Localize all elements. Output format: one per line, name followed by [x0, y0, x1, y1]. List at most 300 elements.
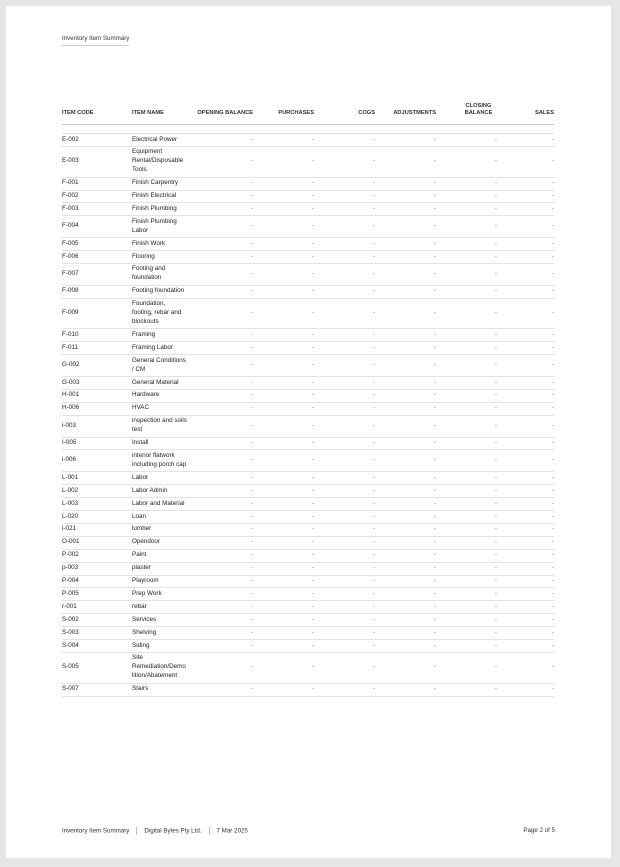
- table-row: [62, 402, 554, 415]
- closing-balance-cell: -: [436, 536, 497, 549]
- purchases-cell: -: [253, 329, 314, 342]
- item-name-cell: Foundation, footing, rebar and blockouts: [132, 298, 191, 329]
- table-row: [62, 652, 554, 683]
- item-code-cell: P-002: [62, 549, 132, 562]
- item-code-cell: O-001: [62, 536, 132, 549]
- sales-cell: -: [497, 134, 554, 147]
- table-row: [62, 216, 554, 238]
- col-header-item-name: ITEM NAME: [132, 88, 191, 125]
- item-name-cell: Labor: [132, 472, 191, 485]
- adjustments-cell: -: [375, 298, 436, 329]
- sales-cell: -: [497, 177, 554, 190]
- table-row: [62, 511, 554, 524]
- opening-balance-cell: -: [191, 238, 253, 251]
- item-code-cell: r-001: [62, 601, 132, 614]
- cogs-cell: -: [314, 355, 375, 377]
- adjustments-cell: -: [375, 177, 436, 190]
- adjustments-cell: -: [375, 498, 436, 511]
- adjustments-cell: -: [375, 472, 436, 485]
- cogs-cell: -: [314, 285, 375, 298]
- sales-cell: -: [497, 298, 554, 329]
- cogs-cell: -: [314, 485, 375, 498]
- sales-cell: -: [497, 562, 554, 575]
- purchases-cell: -: [253, 549, 314, 562]
- closing-balance-cell: -: [436, 203, 497, 216]
- purchases-cell: -: [253, 216, 314, 238]
- item-name-cell: Paint: [132, 549, 191, 562]
- closing-balance-cell: -: [436, 562, 497, 575]
- item-code-cell: F-002: [62, 190, 132, 203]
- table-row: [62, 146, 554, 177]
- purchases-cell: -: [253, 342, 314, 355]
- closing-balance-cell: -: [436, 627, 497, 640]
- col-header-opening-balance: OPENING BALANCE: [191, 88, 253, 125]
- cogs-cell: -: [314, 523, 375, 536]
- table-row: [62, 627, 554, 640]
- closing-balance-cell: -: [436, 652, 497, 683]
- adjustments-cell: -: [375, 216, 436, 238]
- sales-cell: -: [497, 238, 554, 251]
- item-code-cell: E-003: [62, 146, 132, 177]
- table-row: [62, 683, 554, 696]
- purchases-cell: -: [253, 146, 314, 177]
- sales-cell: -: [497, 216, 554, 238]
- table-spacer-row: [62, 125, 554, 134]
- table-row: [62, 177, 554, 190]
- purchases-cell: -: [253, 251, 314, 264]
- adjustments-cell: -: [375, 355, 436, 377]
- closing-balance-cell: -: [436, 285, 497, 298]
- closing-balance-cell: -: [436, 472, 497, 485]
- table-row: [62, 523, 554, 536]
- footer-divider: [209, 827, 210, 835]
- table-row: [62, 601, 554, 614]
- opening-balance-cell: -: [191, 329, 253, 342]
- cogs-cell: -: [314, 575, 375, 588]
- item-code-cell: P-005: [62, 588, 132, 601]
- item-name-cell: Equipment Rental/Disposable Tools: [132, 146, 191, 177]
- item-name-cell: Finish Plumbing: [132, 203, 191, 216]
- sales-cell: -: [497, 511, 554, 524]
- closing-balance-cell: -: [436, 389, 497, 402]
- table-row: [62, 377, 554, 390]
- opening-balance-cell: -: [191, 549, 253, 562]
- purchases-cell: -: [253, 652, 314, 683]
- opening-balance-cell: -: [191, 263, 253, 285]
- purchases-cell: -: [253, 177, 314, 190]
- opening-balance-cell: -: [191, 511, 253, 524]
- table-row: [62, 190, 554, 203]
- table-row: [62, 437, 554, 450]
- cogs-cell: -: [314, 437, 375, 450]
- opening-balance-cell: -: [191, 355, 253, 377]
- opening-balance-cell: -: [191, 652, 253, 683]
- adjustments-cell: -: [375, 389, 436, 402]
- footer-page-number: Page 2 of 5: [523, 827, 555, 834]
- closing-balance-cell: -: [436, 437, 497, 450]
- cogs-cell: -: [314, 298, 375, 329]
- purchases-cell: -: [253, 450, 314, 472]
- sales-cell: -: [497, 389, 554, 402]
- sales-cell: -: [497, 415, 554, 437]
- table-row: [62, 251, 554, 264]
- adjustments-cell: -: [375, 415, 436, 437]
- sales-cell: -: [497, 683, 554, 696]
- table-row: [62, 536, 554, 549]
- purchases-cell: -: [253, 485, 314, 498]
- closing-balance-cell: -: [436, 575, 497, 588]
- opening-balance-cell: -: [191, 588, 253, 601]
- item-code-cell: P-004: [62, 575, 132, 588]
- adjustments-cell: -: [375, 627, 436, 640]
- adjustments-cell: -: [375, 562, 436, 575]
- closing-balance-cell: -: [436, 601, 497, 614]
- item-code-cell: L-001: [62, 472, 132, 485]
- adjustments-cell: -: [375, 450, 436, 472]
- opening-balance-cell: -: [191, 536, 253, 549]
- item-code-cell: i-003: [62, 415, 132, 437]
- item-code-cell: I-005: [62, 437, 132, 450]
- purchases-cell: -: [253, 355, 314, 377]
- footer-divider: [136, 827, 137, 835]
- table-row: [62, 203, 554, 216]
- cogs-cell: -: [314, 601, 375, 614]
- cogs-cell: -: [314, 536, 375, 549]
- item-code-cell: p-003: [62, 562, 132, 575]
- item-code-cell: S-004: [62, 640, 132, 653]
- purchases-cell: -: [253, 601, 314, 614]
- closing-balance-cell: -: [436, 190, 497, 203]
- item-name-cell: Framing: [132, 329, 191, 342]
- closing-balance-cell: -: [436, 177, 497, 190]
- item-name-cell: interior flatwork including porch cap: [132, 450, 191, 472]
- sales-cell: -: [497, 203, 554, 216]
- item-name-cell: Electrical Power: [132, 134, 191, 147]
- item-code-cell: F-010: [62, 329, 132, 342]
- item-name-cell: Playroom: [132, 575, 191, 588]
- item-name-cell: General Material: [132, 377, 191, 390]
- report-page: [6, 6, 611, 858]
- item-name-cell: Hardware: [132, 389, 191, 402]
- purchases-cell: -: [253, 536, 314, 549]
- table-row: [62, 498, 554, 511]
- col-header-cogs: COGS: [314, 88, 375, 125]
- item-code-cell: E-002: [62, 134, 132, 147]
- cogs-cell: -: [314, 683, 375, 696]
- opening-balance-cell: -: [191, 601, 253, 614]
- item-code-cell: F-004: [62, 216, 132, 238]
- cogs-cell: -: [314, 614, 375, 627]
- purchases-cell: -: [253, 377, 314, 390]
- sales-cell: -: [497, 355, 554, 377]
- closing-balance-cell: -: [436, 511, 497, 524]
- adjustments-cell: -: [375, 342, 436, 355]
- opening-balance-cell: -: [191, 177, 253, 190]
- purchases-cell: -: [253, 415, 314, 437]
- item-code-cell: G-003: [62, 377, 132, 390]
- sales-cell: -: [497, 437, 554, 450]
- sales-cell: -: [497, 329, 554, 342]
- cogs-cell: -: [314, 498, 375, 511]
- cogs-cell: -: [314, 562, 375, 575]
- sales-cell: -: [497, 285, 554, 298]
- sales-cell: -: [497, 549, 554, 562]
- table-row: [62, 415, 554, 437]
- adjustments-cell: -: [375, 146, 436, 177]
- item-name-cell: Finish Electrical: [132, 190, 191, 203]
- cogs-cell: -: [314, 134, 375, 147]
- closing-balance-cell: -: [436, 216, 497, 238]
- item-code-cell: G-002: [62, 355, 132, 377]
- purchases-cell: -: [253, 683, 314, 696]
- cogs-cell: -: [314, 263, 375, 285]
- purchases-cell: -: [253, 614, 314, 627]
- closing-balance-cell: -: [436, 298, 497, 329]
- closing-balance-cell: -: [436, 498, 497, 511]
- adjustments-cell: -: [375, 601, 436, 614]
- cogs-cell: -: [314, 377, 375, 390]
- opening-balance-cell: -: [191, 562, 253, 575]
- sales-cell: -: [497, 402, 554, 415]
- table-row: [62, 329, 554, 342]
- item-name-cell: plaster: [132, 562, 191, 575]
- item-code-cell: S-002: [62, 614, 132, 627]
- col-header-item-code: ITEM CODE: [62, 88, 132, 125]
- sales-cell: -: [497, 472, 554, 485]
- cogs-cell: -: [314, 652, 375, 683]
- opening-balance-cell: -: [191, 190, 253, 203]
- purchases-cell: -: [253, 389, 314, 402]
- closing-balance-cell: -: [436, 450, 497, 472]
- closing-balance-cell: -: [436, 549, 497, 562]
- table-row: [62, 588, 554, 601]
- closing-balance-cell: -: [436, 415, 497, 437]
- table-row: [62, 575, 554, 588]
- item-name-cell: Loan: [132, 511, 191, 524]
- adjustments-cell: -: [375, 588, 436, 601]
- sales-cell: -: [497, 485, 554, 498]
- table-row: [62, 485, 554, 498]
- item-name-cell: HVAC: [132, 402, 191, 415]
- cogs-cell: -: [314, 627, 375, 640]
- closing-balance-cell: -: [436, 640, 497, 653]
- sales-cell: -: [497, 523, 554, 536]
- item-name-cell: Labor and Material: [132, 498, 191, 511]
- table-row: [62, 134, 554, 147]
- opening-balance-cell: -: [191, 485, 253, 498]
- adjustments-cell: -: [375, 485, 436, 498]
- sales-cell: -: [497, 588, 554, 601]
- adjustments-cell: -: [375, 511, 436, 524]
- opening-balance-cell: -: [191, 614, 253, 627]
- cogs-cell: -: [314, 342, 375, 355]
- adjustments-cell: -: [375, 190, 436, 203]
- col-header-purchases: PURCHASES: [253, 88, 314, 125]
- opening-balance-cell: -: [191, 627, 253, 640]
- item-name-cell: Finish Work: [132, 238, 191, 251]
- table-header-row: [62, 88, 554, 125]
- sales-cell: -: [497, 601, 554, 614]
- adjustments-cell: -: [375, 536, 436, 549]
- cogs-cell: -: [314, 511, 375, 524]
- closing-balance-cell: -: [436, 485, 497, 498]
- closing-balance-cell: -: [436, 355, 497, 377]
- purchases-cell: -: [253, 190, 314, 203]
- opening-balance-cell: -: [191, 342, 253, 355]
- sales-cell: -: [497, 498, 554, 511]
- opening-balance-cell: -: [191, 203, 253, 216]
- opening-balance-cell: -: [191, 389, 253, 402]
- closing-balance-cell: -: [436, 263, 497, 285]
- sales-cell: -: [497, 377, 554, 390]
- table-row: [62, 355, 554, 377]
- cogs-cell: -: [314, 450, 375, 472]
- sales-cell: -: [497, 627, 554, 640]
- opening-balance-cell: -: [191, 498, 253, 511]
- adjustments-cell: -: [375, 652, 436, 683]
- item-name-cell: Install: [132, 437, 191, 450]
- item-name-cell: Flooring: [132, 251, 191, 264]
- footer-report-name: Inventory Item Summary: [62, 827, 130, 835]
- sales-cell: -: [497, 263, 554, 285]
- item-name-cell: Siding: [132, 640, 191, 653]
- purchases-cell: -: [253, 298, 314, 329]
- closing-balance-cell: -: [436, 588, 497, 601]
- item-name-cell: Prep Work: [132, 588, 191, 601]
- sales-cell: -: [497, 536, 554, 549]
- table-row: [62, 238, 554, 251]
- purchases-cell: -: [253, 575, 314, 588]
- item-code-cell: i-006: [62, 450, 132, 472]
- sales-cell: -: [497, 190, 554, 203]
- cogs-cell: -: [314, 203, 375, 216]
- item-name-cell: inspection and soils test: [132, 415, 191, 437]
- purchases-cell: -: [253, 437, 314, 450]
- item-code-cell: L-020: [62, 511, 132, 524]
- sales-cell: -: [497, 614, 554, 627]
- item-name-cell: rebar: [132, 601, 191, 614]
- purchases-cell: -: [253, 523, 314, 536]
- opening-balance-cell: -: [191, 450, 253, 472]
- adjustments-cell: -: [375, 549, 436, 562]
- cogs-cell: -: [314, 549, 375, 562]
- item-code-cell: H-006: [62, 402, 132, 415]
- sales-cell: -: [497, 652, 554, 683]
- opening-balance-cell: -: [191, 575, 253, 588]
- adjustments-cell: -: [375, 640, 436, 653]
- opening-balance-cell: -: [191, 377, 253, 390]
- footer-date: 7 Mar 2025: [216, 827, 248, 835]
- purchases-cell: -: [253, 627, 314, 640]
- cogs-cell: -: [314, 146, 375, 177]
- closing-balance-cell: -: [436, 329, 497, 342]
- closing-balance-cell: -: [436, 238, 497, 251]
- item-code-cell: F-006: [62, 251, 132, 264]
- adjustments-cell: -: [375, 251, 436, 264]
- table-row: [62, 549, 554, 562]
- item-code-cell: L-003: [62, 498, 132, 511]
- item-name-cell: Services: [132, 614, 191, 627]
- col-header-sales: SALES: [497, 88, 554, 125]
- item-code-cell: F-001: [62, 177, 132, 190]
- item-code-cell: S-003: [62, 627, 132, 640]
- sales-cell: -: [497, 575, 554, 588]
- item-code-cell: L-002: [62, 485, 132, 498]
- adjustments-cell: -: [375, 575, 436, 588]
- opening-balance-cell: -: [191, 216, 253, 238]
- purchases-cell: -: [253, 238, 314, 251]
- item-name-cell: Labor Admin: [132, 485, 191, 498]
- item-name-cell: General Conditions / CM: [132, 355, 191, 377]
- item-code-cell: S-007: [62, 683, 132, 696]
- cogs-cell: -: [314, 177, 375, 190]
- item-name-cell: Finish Carpentry: [132, 177, 191, 190]
- inventory-table: [62, 88, 554, 697]
- table-row: [62, 562, 554, 575]
- adjustments-cell: -: [375, 238, 436, 251]
- item-name-cell: lumber: [132, 523, 191, 536]
- opening-balance-cell: -: [191, 640, 253, 653]
- item-code-cell: H-001: [62, 389, 132, 402]
- opening-balance-cell: -: [191, 146, 253, 177]
- col-header-adjustments: ADJUSTMENTS: [375, 88, 436, 125]
- table-row: [62, 640, 554, 653]
- cogs-cell: -: [314, 238, 375, 251]
- opening-balance-cell: -: [191, 134, 253, 147]
- adjustments-cell: -: [375, 203, 436, 216]
- closing-balance-cell: -: [436, 683, 497, 696]
- purchases-cell: -: [253, 640, 314, 653]
- closing-balance-cell: -: [436, 614, 497, 627]
- table-row: [62, 298, 554, 329]
- adjustments-cell: -: [375, 329, 436, 342]
- closing-balance-cell: -: [436, 134, 497, 147]
- purchases-cell: -: [253, 263, 314, 285]
- purchases-cell: -: [253, 203, 314, 216]
- item-name-cell: Finish Plumbing Labor: [132, 216, 191, 238]
- item-name-cell: Footing foundation: [132, 285, 191, 298]
- item-code-cell: F-005: [62, 238, 132, 251]
- cogs-cell: -: [314, 251, 375, 264]
- item-code-cell: F-003: [62, 203, 132, 216]
- purchases-cell: -: [253, 134, 314, 147]
- opening-balance-cell: -: [191, 285, 253, 298]
- opening-balance-cell: -: [191, 402, 253, 415]
- closing-balance-cell: -: [436, 342, 497, 355]
- cogs-cell: -: [314, 190, 375, 203]
- sales-cell: -: [497, 640, 554, 653]
- footer-company: Digital Bytes Pty Ltd.: [144, 827, 202, 835]
- cogs-cell: -: [314, 640, 375, 653]
- table-row: [62, 263, 554, 285]
- item-name-cell: Opendoor: [132, 536, 191, 549]
- opening-balance-cell: -: [191, 437, 253, 450]
- cogs-cell: -: [314, 329, 375, 342]
- item-code-cell: l-021: [62, 523, 132, 536]
- col-header-closing-balance: CLOSING BALANCE: [436, 88, 497, 125]
- purchases-cell: -: [253, 285, 314, 298]
- page-footer: [62, 827, 555, 835]
- report-title: Inventory Item Summary: [62, 35, 129, 46]
- table-row: [62, 342, 554, 355]
- item-name-cell: Site Remediation/Demolition/Abatement: [132, 652, 191, 683]
- adjustments-cell: -: [375, 134, 436, 147]
- purchases-cell: -: [253, 588, 314, 601]
- purchases-cell: -: [253, 562, 314, 575]
- table-row: [62, 614, 554, 627]
- table-row: [62, 450, 554, 472]
- adjustments-cell: -: [375, 614, 436, 627]
